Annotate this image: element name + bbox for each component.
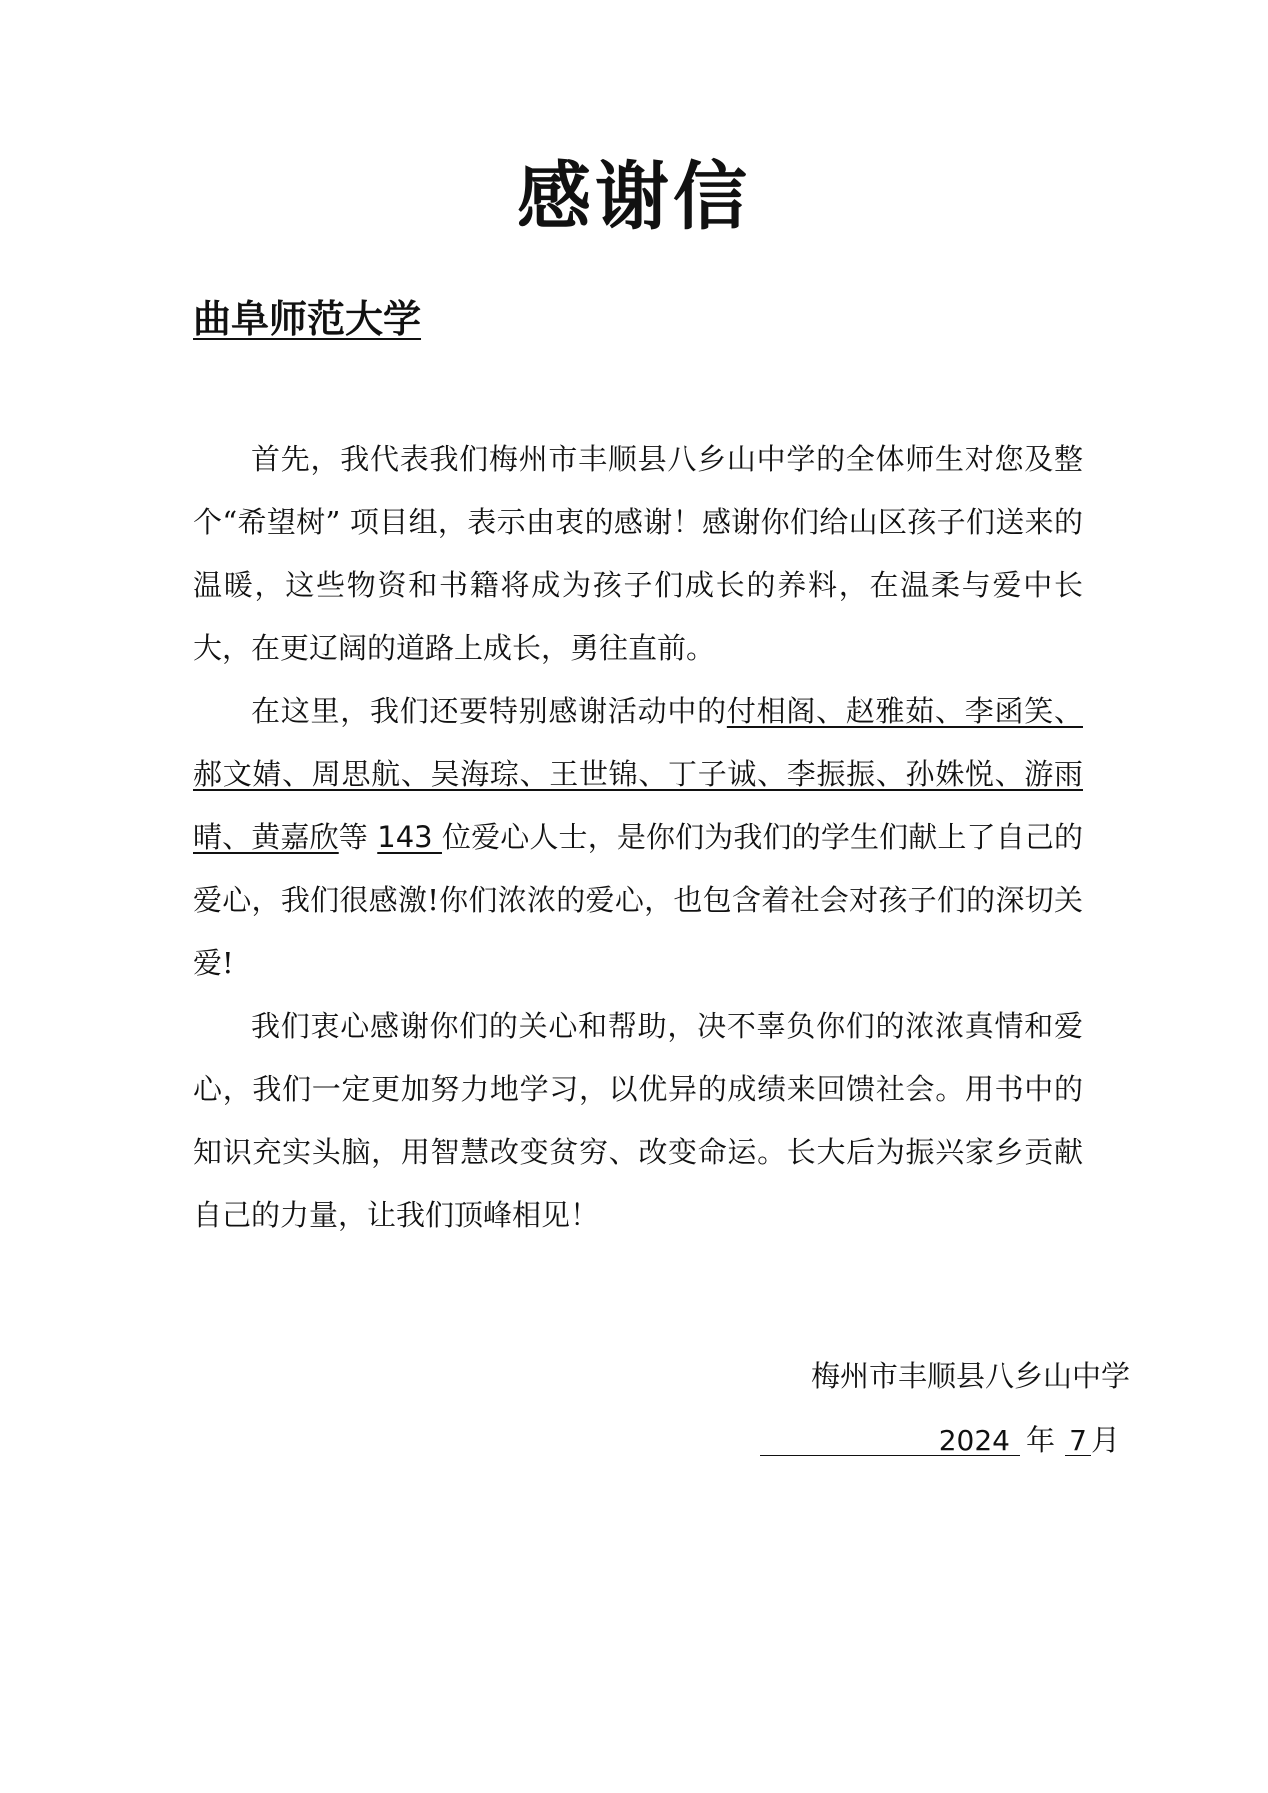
paragraph-2-mid: 等: [338, 820, 378, 854]
paragraph-3: 我们衷心感谢你们的关心和帮助，决不辜负你们的浓浓真情和爱心，我们一定更加努力地学习，以优异的成绩来回馈社会。用书中的知识充实头脑，用智慧改变贫穷、改变命运。长大后为振兴家乡贡献自己的力量，让我们顶峰相见！: [193, 1009, 1083, 1232]
date-month: 7: [1065, 1427, 1091, 1456]
paragraph-2-prefix: 在这里，我们还要特别感谢活动中的: [251, 694, 727, 728]
recipient-name: 曲阜师范大学: [193, 296, 422, 341]
letter-body: [193, 428, 1083, 1247]
paragraph-2: [193, 680, 1083, 995]
donor-count: 143: [377, 820, 442, 854]
date-year-unit: 年: [1026, 1423, 1056, 1457]
signature-date: [760, 1423, 1121, 1457]
paragraph-2-suffix: 位爱心人士，是你们为我们的学生们献上了自己的爱心，我们很感激!你们浓浓的爱心，也包含着社会对孩子们的深切关爱!: [193, 820, 1083, 980]
donor-names: 付相阁、赵雅茹、李函笑、郝文婧、周思航、吴海琮、王世锦、丁子诚、李振振、孙姝悦、游雨晴、黄嘉欣: [193, 694, 1083, 854]
letter-title: 感谢信: [517, 154, 751, 240]
signature-school: 梅州市丰顺县八乡山中学: [810, 1359, 1130, 1393]
paragraph-1: 首先，我代表我们梅州市丰顺县八乡山中学的全体师生对您及整个“希望树” 项目组，表示由衷的感谢！感谢你们给山区孩子们送来的温暖，这些物资和书籍将成为孩子们成长的养料，在温柔与爱中长大，在更辽阔的道路上成长，勇往直前。: [193, 442, 1083, 665]
date-month-unit: 月: [1091, 1423, 1121, 1457]
date-year: 2024: [760, 1427, 1020, 1456]
